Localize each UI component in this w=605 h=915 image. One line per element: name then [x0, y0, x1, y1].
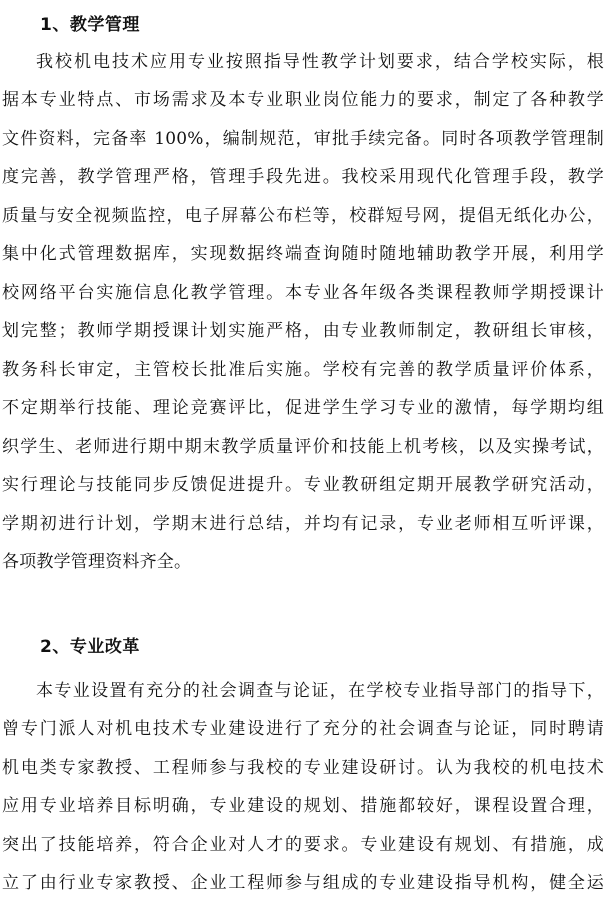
paragraph-line: 突出了技能培养，符合企业对人才的要求。专业建设有规划、有措施，成: [2, 835, 604, 855]
paragraph-line: 不定期举行技能、理论竞赛评比，促进学生学习专业的激情，每学期均组: [2, 398, 604, 418]
paragraph-line: 各项教学管理资料齐全。: [2, 552, 192, 572]
section-heading-teaching-management: 1、教学管理: [40, 15, 140, 35]
paragraph-line: 立了由行业专家教授、企业工程师参与组成的专业建设指导机构，健全运: [2, 873, 604, 893]
paragraph-line: 曾专门派人对机电技术专业建设进行了充分的社会调查与论证，同时聘请: [2, 719, 604, 739]
paragraph-line: 本专业设置有充分的社会调查与论证，在学校专业指导部门的指导下，: [36, 681, 604, 701]
paragraph-line: 教务科长审定，主管校长批准后实施。学校有完善的教学质量评价体系，: [2, 360, 604, 380]
paragraph-line: 我校机电技术应用专业按照指导性教学计划要求，结合学校实际，根: [36, 52, 604, 72]
paragraph-line: 机电类专家教授、工程师参与我校的专业建设研讨。认为我校的机电技术: [2, 758, 604, 778]
paragraph-line: 应用专业培养目标明确，专业建设的规划、措施都较好，课程设置合理，: [2, 796, 604, 816]
paragraph-line: 质量与安全视频监控，电子屏幕公布栏等，校群短号网，提倡无纸化办公，: [2, 206, 604, 226]
paragraph-line: 实行理论与技能同步反馈促进提升。专业教研组定期开展教学研究活动，: [2, 475, 604, 495]
paragraph-line: 校网络平台实施信息化教学管理。本专业各年级各类课程教师学期授课计: [2, 283, 604, 303]
paragraph-line: 学期初进行计划，学期末进行总结，并均有记录，专业老师相互听评课，: [2, 514, 604, 534]
section-heading-professional-reform: 2、专业改革: [40, 637, 140, 657]
paragraph-line: 织学生、老师进行期中期末教学质量评价和技能上机考核，以及实操考试，: [2, 437, 604, 457]
paragraph-line: 度完善，教学管理严格，管理手段先进。我校采用现代化管理手段，教学: [2, 167, 604, 187]
paragraph-line: 据本专业特点、市场需求及本专业职业岗位能力的要求，制定了各种教学: [2, 90, 604, 110]
paragraph-line: 文件资料，完备率 100%，编制规范，审批手续完备。同时各项教学管理制: [2, 129, 604, 149]
paragraph-line: 划完整；教师学期授课计划实施严格，由专业教师制定，教研组长审核，: [2, 321, 604, 341]
paragraph-line: 集中化式管理数据库，实现数据终端查询随时随地辅助教学开展，利用学: [2, 244, 604, 264]
